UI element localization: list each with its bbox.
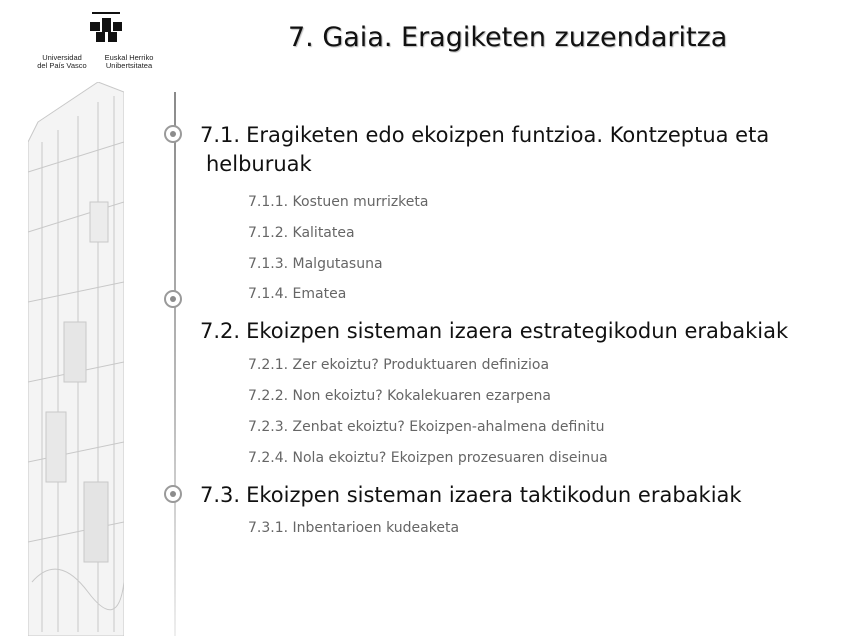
subsection-item: 7.1.4. Ematea [248,286,347,302]
building-sketch-image [28,82,124,636]
university-emblem-icon [86,12,126,48]
timeline-line [174,92,176,636]
subsection-item: 7.1.1. Kostuen murrizketa [248,194,429,210]
section-heading [200,120,769,150]
subsection-item: 7.2.4. Nola ekoiztu? Ekoizpen prozesuaren diseinua [248,450,608,466]
section-number: 7.2. [200,319,241,343]
section-title: Ekoizpen sisteman izaera taktikodun erabakiak [246,483,742,507]
timeline-bullet-icon [164,485,182,503]
section-number: 7.3. [200,483,241,507]
section-title: Ekoizpen sisteman izaera estrategikodun erabakiak [246,319,789,343]
timeline-bullet-icon [164,125,182,143]
university-logo [30,8,180,78]
timeline-bullet-icon [164,290,182,308]
subsection-item: 7.1.2. Kalitatea [248,225,355,241]
section-heading [200,316,788,346]
subsection-item: 7.1.3. Malgutasuna [248,256,383,272]
section-heading [200,480,742,510]
logo-text-spanish: Universidad del País Vasco [37,53,87,70]
logo-text-basque: Euskal Herriko Unibertsitatea [104,53,154,70]
subsection-item: 7.2.2. Non ekoiztu? Kokalekuaren ezarpena [248,388,551,404]
subsection-item: 7.2.1. Zer ekoiztu? Produktuaren definizioa [248,357,550,373]
subsection-item: 7.3.1. Inbentarioen kudeaketa [248,520,460,536]
subsection-item: 7.2.3. Zenbat ekoiztu? Ekoizpen-ahalmena definitu [248,419,605,435]
section-title-continued: helburuak [206,152,312,176]
section-title: Eragiketen edo ekoizpen funtzioa. Kontzeptua eta [246,123,770,147]
page-title: 7. Gaia. Eragiketen zuzendaritza [288,22,728,53]
section-number: 7.1. [200,123,241,147]
